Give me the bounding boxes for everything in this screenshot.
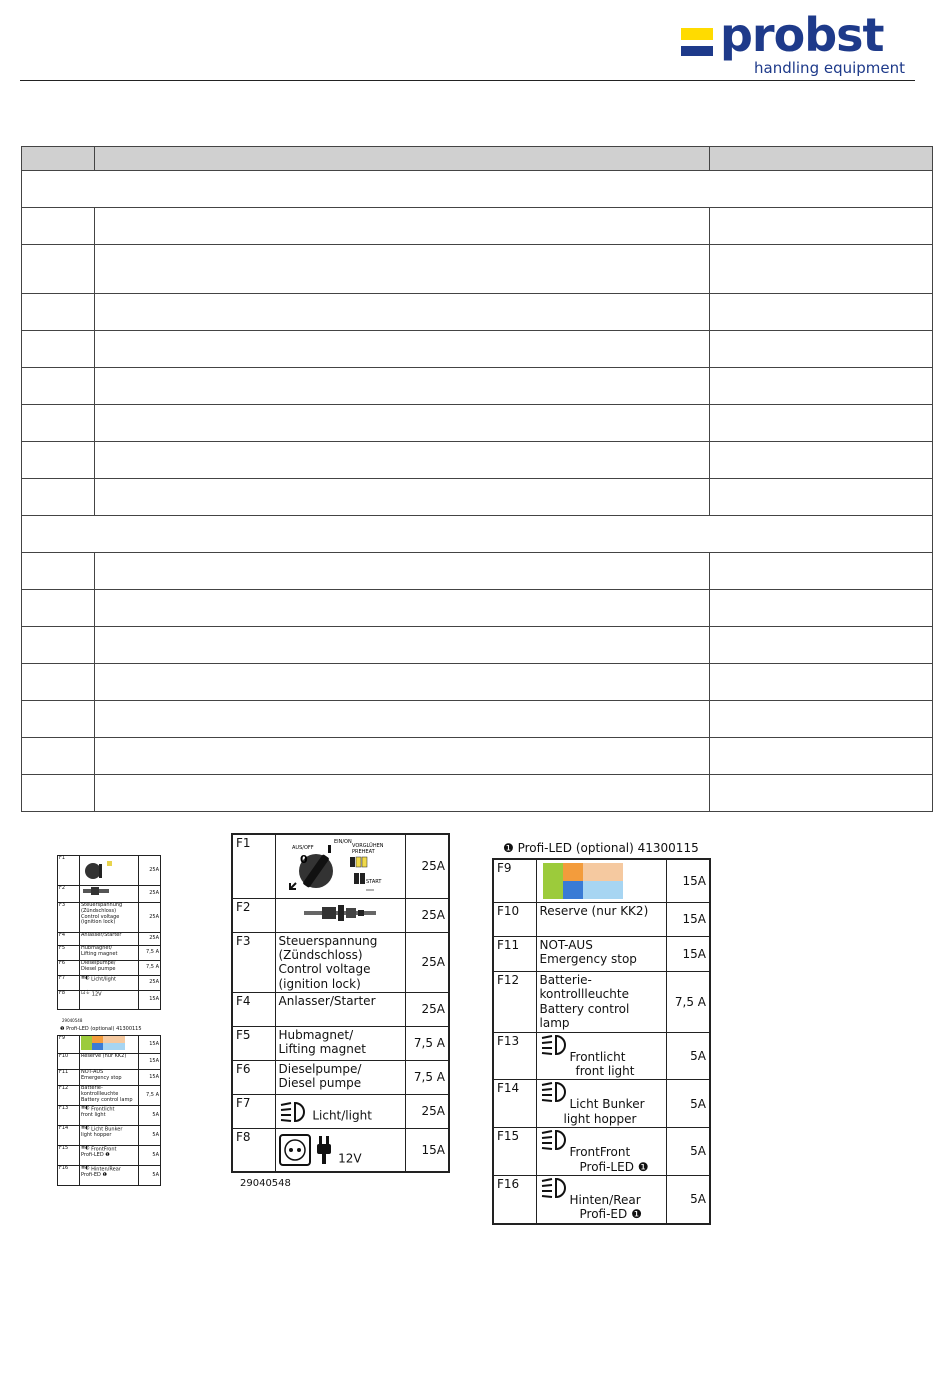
fuse-id: F1: [232, 834, 275, 898]
logo-wordmark: probst: [720, 8, 884, 62]
fuse-id: F15: [493, 1128, 536, 1176]
table-section-row: [22, 516, 933, 553]
fuse-id: F4: [232, 993, 275, 1027]
fuse-amp: 5A: [666, 1080, 710, 1128]
fuse-description: Hinten/Rear Profi-ED ❶: [536, 1175, 666, 1223]
table-section-row: [22, 171, 933, 208]
fuse-description: Anlasser/Starter: [275, 993, 405, 1027]
probst-logo: [678, 8, 910, 86]
thumbnail-profi-led-caption: ❶ Profi-LED (optional) 41300115: [60, 1026, 142, 1032]
power-socket-icon: [279, 1134, 311, 1166]
table-header-row: [22, 147, 933, 171]
fuse-amp: 5A: [666, 1032, 710, 1080]
fuse-id: F5: [232, 1027, 275, 1061]
fuse-id: F7: [232, 1095, 275, 1129]
profi-led-caption: ❶ Profi-LED (optional) 41300115: [503, 841, 699, 855]
fuse-amp: 25A: [405, 898, 449, 932]
table-row: [22, 331, 933, 368]
glow-plug-icon: [81, 886, 111, 896]
fuse-description: Licht/light: [275, 1095, 405, 1129]
fuse-id: F12: [493, 972, 536, 1033]
ignition-label-off: AUS/OFF: [291, 845, 314, 851]
headlight-icon: ≣◐: [81, 1105, 90, 1111]
fuse-description: Batterie- kontrollleuchte Battery control lamp: [536, 972, 666, 1033]
logo-blue-bar: [681, 46, 713, 56]
ignition-switch-icon: [81, 856, 121, 882]
fuse-description: Hubmagnet/ Lifting magnet: [275, 1027, 405, 1061]
fuse-amp: 7,5 A: [405, 1061, 449, 1095]
headlight-icon: ≣◐: [81, 1145, 90, 1151]
thumbnail-part-number: 29040548: [62, 1018, 83, 1023]
logo-tagline: handling equipment: [754, 59, 906, 77]
table-row: [22, 245, 933, 294]
fuse-amp: 25A: [405, 1095, 449, 1129]
table-row: [22, 208, 933, 245]
fuse-label-profi-led: [492, 858, 711, 1225]
table-row: [22, 701, 933, 738]
fuse-id: F8: [232, 1129, 275, 1172]
fuse-amp: 25A: [405, 932, 449, 993]
fuse-id: F13: [493, 1032, 536, 1080]
fuse-description: Frontlicht front light: [536, 1032, 666, 1080]
table-row: [22, 775, 933, 812]
fuse-description: Dieselpumpe/ Diesel pumpe: [275, 1061, 405, 1095]
headlight-icon: ≣◐: [81, 1125, 90, 1131]
fuse-amp: 5A: [666, 1128, 710, 1176]
fuse-id: F11: [493, 937, 536, 972]
table-row: [22, 664, 933, 701]
table-row: [22, 442, 933, 479]
ignition-label-zero: 0: [299, 853, 308, 866]
fuse-amp: 7,5 A: [666, 972, 710, 1033]
fuse-amp: 25A: [405, 834, 449, 898]
glow-plug-icon: [300, 903, 380, 923]
table-row: [22, 553, 933, 590]
table-row: [22, 738, 933, 775]
ignition-label-start: START: [365, 879, 381, 885]
headlight-icon: [540, 1034, 570, 1056]
table-row: [22, 479, 933, 516]
part-number: 29040548: [240, 1178, 291, 1189]
fuse-description: FrontFront Profi-LED ❶: [536, 1128, 666, 1176]
fuse-label-thumbnail-main: F1 25A F2 25A F3 Steuerspannung (Zündschloss) Control voltage (ignition lock) 25A F4 Anlasser/Starter 25A F5 Hubmagnet/ Lifting magnet 7,5 A F6 Dieselpumpe/ Diesel pumpe 7,5 A F7 ≣◐ Licht/light 25A F8 ⊡⏚ 12V 15A: [57, 855, 161, 1010]
fuse-description: NOT-AUS Emergency stop: [536, 937, 666, 972]
fuse-amp: 7,5 A: [405, 1027, 449, 1061]
fuse-label-thumbnail-profi-led: F9 15A F10 Reserve (nur KK2) 15A F11 NOT-AUS Emergency stop 15A F12 Batterie- kontrollleuchte Battery control lamp 7,5 A F13 ≣◐ Frontlicht front light 5A F14 ≣◐ Licht Bunker light hopper 5A F15 ≣◐ FrontFront Profi-LED ❶ 5A F16 ≣◐ Hinten/Rear Profi-ED ❶ 5A: [57, 1035, 161, 1186]
fuse-description: 12V: [275, 1129, 405, 1172]
ignition-label-preheat-en: PREHEAT: [351, 849, 375, 855]
fuse-label-main: [231, 833, 450, 1173]
fuse-id: F16: [493, 1175, 536, 1223]
fuse-description: Steuerspannung (Zündschloss) Control voltage (ignition lock): [275, 932, 405, 993]
fuse-amp: 15A: [666, 903, 710, 937]
led-module-icon: [543, 863, 623, 899]
led-module-icon: [81, 1036, 125, 1050]
table-row: [22, 405, 933, 442]
ignition-label-preheat-de: VORGLÜHEN: [351, 843, 383, 849]
fuse-id: F9: [493, 859, 536, 903]
ignition-label-on: EIN/ON: [333, 839, 352, 845]
table-row: [22, 368, 933, 405]
header-rule: [20, 80, 915, 81]
fuse-id: F14: [493, 1080, 536, 1128]
fuse-amp: 5A: [666, 1175, 710, 1223]
headlight-icon: [540, 1129, 570, 1151]
headlight-icon: ≣◐: [81, 975, 90, 981]
headlight-icon: [279, 1101, 309, 1123]
fuse-amp: 25A: [405, 993, 449, 1027]
table-row: [22, 590, 933, 627]
fuse-amp: 15A: [666, 859, 710, 903]
ignition-switch-icon: [276, 835, 404, 897]
fuse-id: F6: [232, 1061, 275, 1095]
fuse-id: F3: [232, 932, 275, 993]
fuse-id: F2: [232, 898, 275, 932]
table-row: [22, 294, 933, 331]
fuse-amp: 15A: [405, 1129, 449, 1172]
fuse-amp: 15A: [666, 937, 710, 972]
fuse-description: Reserve (nur KK2): [536, 903, 666, 937]
logo-yellow-bar: [681, 28, 713, 40]
fuse-id: F10: [493, 903, 536, 937]
fuse-description: Licht Bunker light hopper: [536, 1080, 666, 1128]
headlight-icon: [540, 1177, 570, 1199]
socket-plug-icon: ⊡⏚: [81, 990, 91, 996]
fuse-assignment-table: [21, 146, 933, 812]
plug-icon: [314, 1134, 334, 1166]
headlight-icon: [540, 1081, 570, 1103]
table-row: [22, 627, 933, 664]
headlight-icon: ≣◐: [81, 1165, 90, 1171]
